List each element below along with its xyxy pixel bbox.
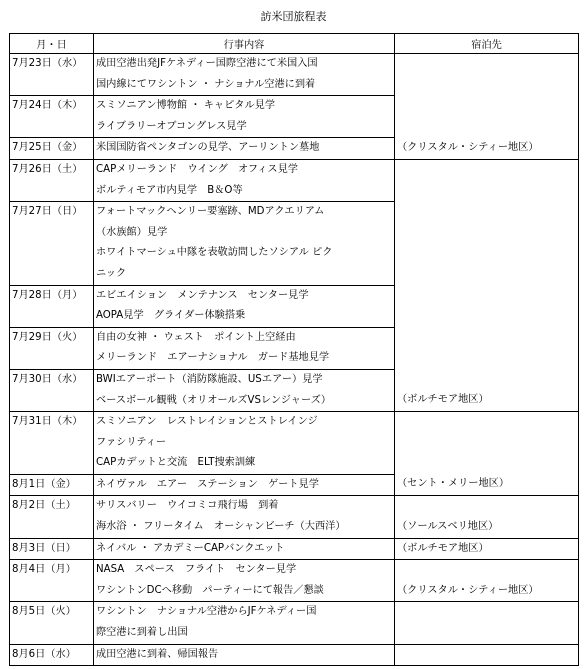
date-text: 7月23日（水） — [12, 58, 83, 69]
row-activity — [94, 560, 395, 602]
activity-line: NASA スペース フライト センター見学 — [96, 564, 297, 576]
lodging-text — [397, 453, 576, 474]
row-lodging — [395, 285, 579, 327]
row-date — [10, 54, 94, 96]
date-text: 7月26日（土） — [12, 163, 83, 175]
table-row — [10, 202, 579, 285]
activity-line: サリスバリー ウイコミコ飛行場 到着 — [96, 500, 279, 512]
activity-line: ニック — [96, 267, 127, 279]
header-lodging: 宿泊先 — [395, 34, 579, 54]
date-text: 8月4日（月） — [12, 564, 76, 576]
row-date — [10, 560, 94, 602]
row-lodging — [395, 602, 579, 644]
table-row — [10, 538, 579, 560]
row-date — [10, 285, 94, 327]
activity-line: 米国国防省ペンタゴンの見学、アーリントン墓地 — [96, 142, 320, 154]
activity-line: エビエイション メンテナンス センター見学 — [96, 289, 309, 301]
row-activity — [94, 159, 395, 201]
row-activity — [94, 602, 395, 644]
lodging-spacer — [397, 560, 576, 581]
activity-line: ライブラリーオブコングレス見学 — [96, 120, 247, 132]
row-date — [10, 138, 94, 160]
activity-line: ボルティモア市内見学 B＆O等 — [96, 184, 243, 196]
row-activity — [94, 369, 395, 411]
row-activity — [94, 474, 395, 496]
lodging-text — [397, 75, 576, 96]
lodging-text — [397, 623, 576, 644]
date-text: 8月5日（火） — [12, 606, 76, 618]
row-lodging — [395, 327, 579, 369]
date-text: 8月2日（土） — [12, 500, 76, 512]
date-text: 7月31日（木） — [12, 416, 83, 428]
date-text: 7月25日（金） — [12, 142, 83, 154]
row-lodging — [395, 496, 579, 538]
activity-line: スミソニアン博物館 ・ キャピタル見学 — [96, 100, 276, 112]
lodging-spacer — [397, 496, 576, 517]
row-lodging — [395, 644, 579, 666]
lodging-spacer — [397, 96, 576, 117]
activity-line: ベースボール観戦（オリオールズVSレンジャーズ） — [96, 394, 332, 406]
date-text: 8月1日（金） — [12, 478, 76, 490]
activity-line: （水族館）見学 — [96, 226, 168, 238]
date-text: 8月3日（日） — [12, 542, 76, 554]
table-row — [10, 327, 579, 369]
lodging-text: （ボルチモア地区） — [397, 394, 489, 405]
row-lodging — [395, 159, 579, 201]
row-lodging — [395, 54, 579, 96]
row-activity — [94, 202, 395, 285]
row-lodging — [395, 474, 579, 496]
row-date — [10, 327, 94, 369]
lodging-text: （クリスタル・シティー地区） — [397, 141, 539, 153]
header-activity: 行事内容 — [94, 34, 395, 54]
lodging-spacer — [397, 412, 576, 433]
activity-line: ワシントン ナショナル空港からJFケネディー国 — [96, 606, 317, 618]
row-activity — [94, 96, 395, 138]
activity-line: CAPメリーランド ウイング オフィス見学 — [96, 163, 298, 175]
table-row — [10, 54, 579, 96]
row-activity — [94, 412, 395, 475]
lodging-spacer — [397, 327, 576, 348]
date-text: 7月29日（火） — [12, 331, 83, 343]
row-lodging — [395, 138, 579, 160]
row-date — [10, 644, 94, 666]
activity-line: 成田空港に到着、帰国報告 — [96, 648, 219, 660]
table-row — [10, 159, 579, 201]
header-date: 月・日 — [10, 34, 94, 54]
row-activity — [94, 538, 395, 560]
row-date — [10, 538, 94, 560]
lodging-text — [397, 645, 576, 666]
activity-line: 海水浴 ・ フリータイム オーシャンビーチ（大西洋） — [96, 521, 346, 533]
lodging-spacer — [397, 202, 576, 223]
activity-line: ファシリティー — [96, 436, 167, 448]
date-text: 7月30日（水） — [12, 373, 83, 385]
row-activity — [94, 285, 395, 327]
row-lodging — [395, 412, 579, 475]
row-date — [10, 496, 94, 538]
lodging-spacer — [397, 602, 576, 623]
activity-line: 自由の女神 ・ ウェスト ポイント上空経由 — [96, 331, 296, 343]
lodging-text — [397, 116, 576, 137]
lodging-spacer — [397, 222, 576, 243]
row-date — [10, 369, 94, 411]
row-activity — [94, 138, 395, 160]
table-row — [10, 644, 579, 666]
lodging-text — [397, 263, 576, 284]
activity-line: 成田空港出発JFケネディー国際空港にて米国入国 — [96, 58, 318, 69]
activity-line: CAPカデットと交流 ELT捜索訓練 — [96, 457, 256, 469]
activity-line: スミソニアン レストレイションとストレインジ — [96, 416, 318, 428]
activity-line: BWIエアーポート（消防隊施設、USエアー）見学 — [96, 373, 323, 385]
row-date — [10, 602, 94, 644]
row-activity — [94, 327, 395, 369]
row-activity — [94, 644, 395, 666]
lodging-spacer — [397, 369, 576, 390]
row-lodging — [395, 96, 579, 138]
table-row — [10, 138, 579, 160]
date-text: 7月28日（月） — [12, 289, 83, 301]
table-header-row — [10, 34, 579, 54]
table-row — [10, 602, 579, 644]
row-lodging — [395, 538, 579, 560]
date-text: 8月6日（水） — [12, 648, 76, 660]
lodging-spacer — [397, 433, 576, 454]
activity-line: ホワイトマーシュ中隊を表敬訪問したソシアル ピク — [96, 247, 333, 259]
lodging-text: （ソールスベリ地区） — [397, 521, 499, 533]
lodging-spacer — [397, 285, 576, 306]
row-lodging — [395, 560, 579, 602]
lodging-spacer — [397, 243, 576, 264]
table-row — [10, 560, 579, 602]
row-activity — [94, 54, 395, 96]
date-text: 7月24日（木） — [12, 100, 83, 112]
activity-line: フォートマックヘンリー要塞跡、MDアクエリアム — [96, 206, 325, 218]
activity-line: ワシントンDCへ移動 パーティーにて報告／懇談 — [96, 584, 324, 596]
page-title: 訪米団旅程表 — [260, 10, 327, 23]
table-row — [10, 369, 579, 411]
lodging-text — [397, 348, 576, 369]
lodging-text: （クリスタル・シティー地区） — [397, 584, 539, 596]
row-date — [10, 474, 94, 496]
lodging-text: （セント・メリー地区） — [397, 478, 510, 490]
row-date — [10, 202, 94, 285]
lodging-spacer — [397, 54, 576, 75]
row-date — [10, 96, 94, 138]
activity-line: AOPA見学 グライダー体験搭乗 — [96, 310, 246, 322]
itinerary-table — [9, 33, 579, 666]
table-row — [10, 474, 579, 496]
lodging-text: （ボルチモア地区） — [397, 542, 489, 554]
table-row — [10, 285, 579, 327]
activity-line: 際空港に到着し出国 — [96, 627, 188, 639]
activity-line: ネイヴァル エアー ステーション ゲート見学 — [96, 478, 319, 490]
row-date — [10, 159, 94, 201]
activity-line: 国内線にてワシントン ・ ナショナル空港に到着 — [96, 78, 316, 90]
row-lodging — [395, 369, 579, 411]
lodging-spacer — [397, 160, 576, 181]
table-row — [10, 412, 579, 475]
row-activity — [94, 496, 395, 538]
table-row — [10, 96, 579, 138]
lodging-text — [397, 306, 576, 327]
table-row — [10, 496, 579, 538]
lodging-text — [397, 181, 576, 202]
activity-line: ネイバル ・ アカデミーCAPバンクエット — [96, 542, 285, 554]
row-lodging — [395, 202, 579, 285]
activity-line: メリーランド エアーナショナル ガード基地見学 — [96, 352, 330, 364]
date-text: 7月27日（日） — [12, 206, 83, 218]
row-date — [10, 412, 94, 475]
